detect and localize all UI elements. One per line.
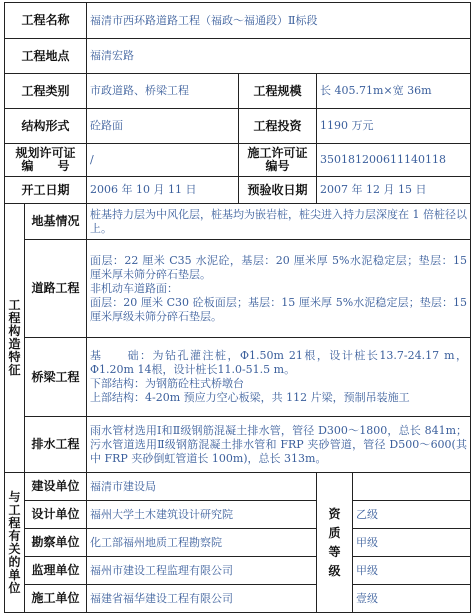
planning-permit-label-line2: 编 号 bbox=[21, 159, 70, 173]
unit-grade: 壹级 bbox=[353, 585, 471, 613]
row-road bbox=[5, 240, 471, 338]
scale-label: 工程规模 bbox=[239, 74, 317, 109]
structure-label: 结构形式 bbox=[5, 109, 87, 144]
investment-label: 工程投资 bbox=[239, 109, 317, 144]
unit-name: 福清市建设局 bbox=[87, 473, 317, 501]
unit-role: 监理单位 bbox=[25, 557, 87, 585]
construction-permit-value: 350181200611140118 bbox=[317, 144, 471, 177]
project-info-sheet bbox=[4, 2, 470, 612]
row-category bbox=[5, 74, 471, 109]
unit-role: 勘察单位 bbox=[25, 529, 87, 557]
bridge-line-1: 基 础：为钻孔灌注桩，Φ1.50m 21根，设计桩长13.7-24.17 m，Φ1.20m 14根，设计桩长11.0-51.5 m。 bbox=[90, 349, 468, 376]
row-unit-survey bbox=[5, 529, 471, 557]
planning-permit-value: / bbox=[87, 144, 239, 177]
road-value bbox=[87, 240, 471, 338]
unit-grade: 甲级 bbox=[353, 557, 471, 585]
construction-permit-label-line2: 编号 bbox=[265, 159, 290, 173]
drainage-label: 排水工程 bbox=[25, 417, 87, 473]
row-unit-supervision bbox=[5, 557, 471, 585]
bridge-value bbox=[87, 338, 471, 417]
construction-permit-label bbox=[239, 144, 317, 177]
project-name-label: 工程名称 bbox=[5, 3, 87, 39]
row-foundation bbox=[5, 204, 471, 240]
unit-name: 化工部福州地质工程勘察院 bbox=[87, 529, 317, 557]
planning-permit-label-line1: 规划许可证 bbox=[15, 146, 76, 160]
drainage-value: 雨水管材选用Ⅰ和Ⅱ级钢筋混凝土排水管，管径 D300～1800，总长 841m；污水管道选用Ⅱ级钢筋混凝土排水管和 FRP 夹砂管道，管径 D500～600(其中 FRP 夹砂倒虹管道长 100m)，总长 313m。 bbox=[87, 417, 471, 473]
construction-permit-label-line1: 施工许可证 bbox=[247, 146, 308, 160]
row-project-name bbox=[5, 3, 471, 39]
row-structure bbox=[5, 109, 471, 144]
row-unit-construction-owner bbox=[5, 473, 471, 501]
project-name-value: 福清市西环路道路工程（福政～福通段）Ⅱ标段 bbox=[87, 3, 471, 39]
foundation-value: 桩基持力层为中风化层，桩基均为嵌岩桩，桩尖进入持力层深度在 1 倍桩径以上。 bbox=[87, 204, 471, 240]
row-unit-contractor bbox=[5, 585, 471, 613]
bridge-line-3: 上部结构：4-20m 预应力空心板梁，共 112 片梁，预制吊装施工 bbox=[90, 391, 410, 404]
scale-value: 长 405.71m×宽 36m bbox=[317, 74, 471, 109]
unit-role: 施工单位 bbox=[25, 585, 87, 613]
category-value: 市政道路、桥梁工程 bbox=[87, 74, 239, 109]
row-location bbox=[5, 39, 471, 74]
bridge-line-2: 下部结构：为钢筋砼柱式桥墩台 bbox=[90, 377, 245, 390]
bridge-label: 桥梁工程 bbox=[25, 338, 87, 417]
unit-grade: 甲级 bbox=[353, 529, 471, 557]
row-unit-design bbox=[5, 501, 471, 529]
road-line-2: 非机动车道路面： bbox=[90, 281, 179, 295]
planning-permit-label bbox=[5, 144, 87, 177]
structure-value: 砼路面 bbox=[87, 109, 239, 144]
road-line-1: 面层：22 厘米 C35 水泥砼，基层：20 厘米厚 5%水泥稳定层；垫层：15 厘米厚未筛分碎石垫层。 bbox=[90, 253, 468, 281]
road-line-3: 面层：20 厘米 C30 砼板面层；基层：15 厘米厚 5%水泥稳定层；垫层：15 厘米厚级未筛分碎石垫层。 bbox=[90, 295, 468, 323]
completion-date-label: 预验收日期 bbox=[239, 177, 317, 204]
road-label: 道路工程 bbox=[25, 240, 87, 338]
location-label: 工程地点 bbox=[5, 39, 87, 74]
unit-name: 福建省福华建设工程有限公司 bbox=[87, 585, 317, 613]
unit-name: 福州市建设工程监理有限公司 bbox=[87, 557, 317, 585]
features-group-label: 工 程 构 造 特 征 bbox=[5, 204, 25, 473]
start-date-label: 开工日期 bbox=[5, 177, 87, 204]
unit-grade: 乙级 bbox=[353, 501, 471, 529]
unit-grade bbox=[353, 473, 471, 501]
row-bridge bbox=[5, 338, 471, 417]
project-info-table bbox=[4, 2, 471, 613]
qualification-label: 资 质 等 级 bbox=[317, 473, 353, 613]
location-value: 福清宏路 bbox=[87, 39, 471, 74]
foundation-label: 地基情况 bbox=[25, 204, 87, 240]
units-group-label: 与 工 程 有 关 的 单 位 bbox=[5, 473, 25, 613]
completion-date-value: 2007 年 12 月 15 日 bbox=[317, 177, 471, 204]
unit-role: 建设单位 bbox=[25, 473, 87, 501]
category-label: 工程类别 bbox=[5, 74, 87, 109]
row-drainage bbox=[5, 417, 471, 473]
start-date-value: 2006 年 10 月 11 日 bbox=[87, 177, 239, 204]
row-dates bbox=[5, 177, 471, 204]
investment-value: 1190 万元 bbox=[317, 109, 471, 144]
row-permits bbox=[5, 144, 471, 177]
unit-name: 福州大学土木建筑设计研究院 bbox=[87, 501, 317, 529]
unit-role: 设计单位 bbox=[25, 501, 87, 529]
